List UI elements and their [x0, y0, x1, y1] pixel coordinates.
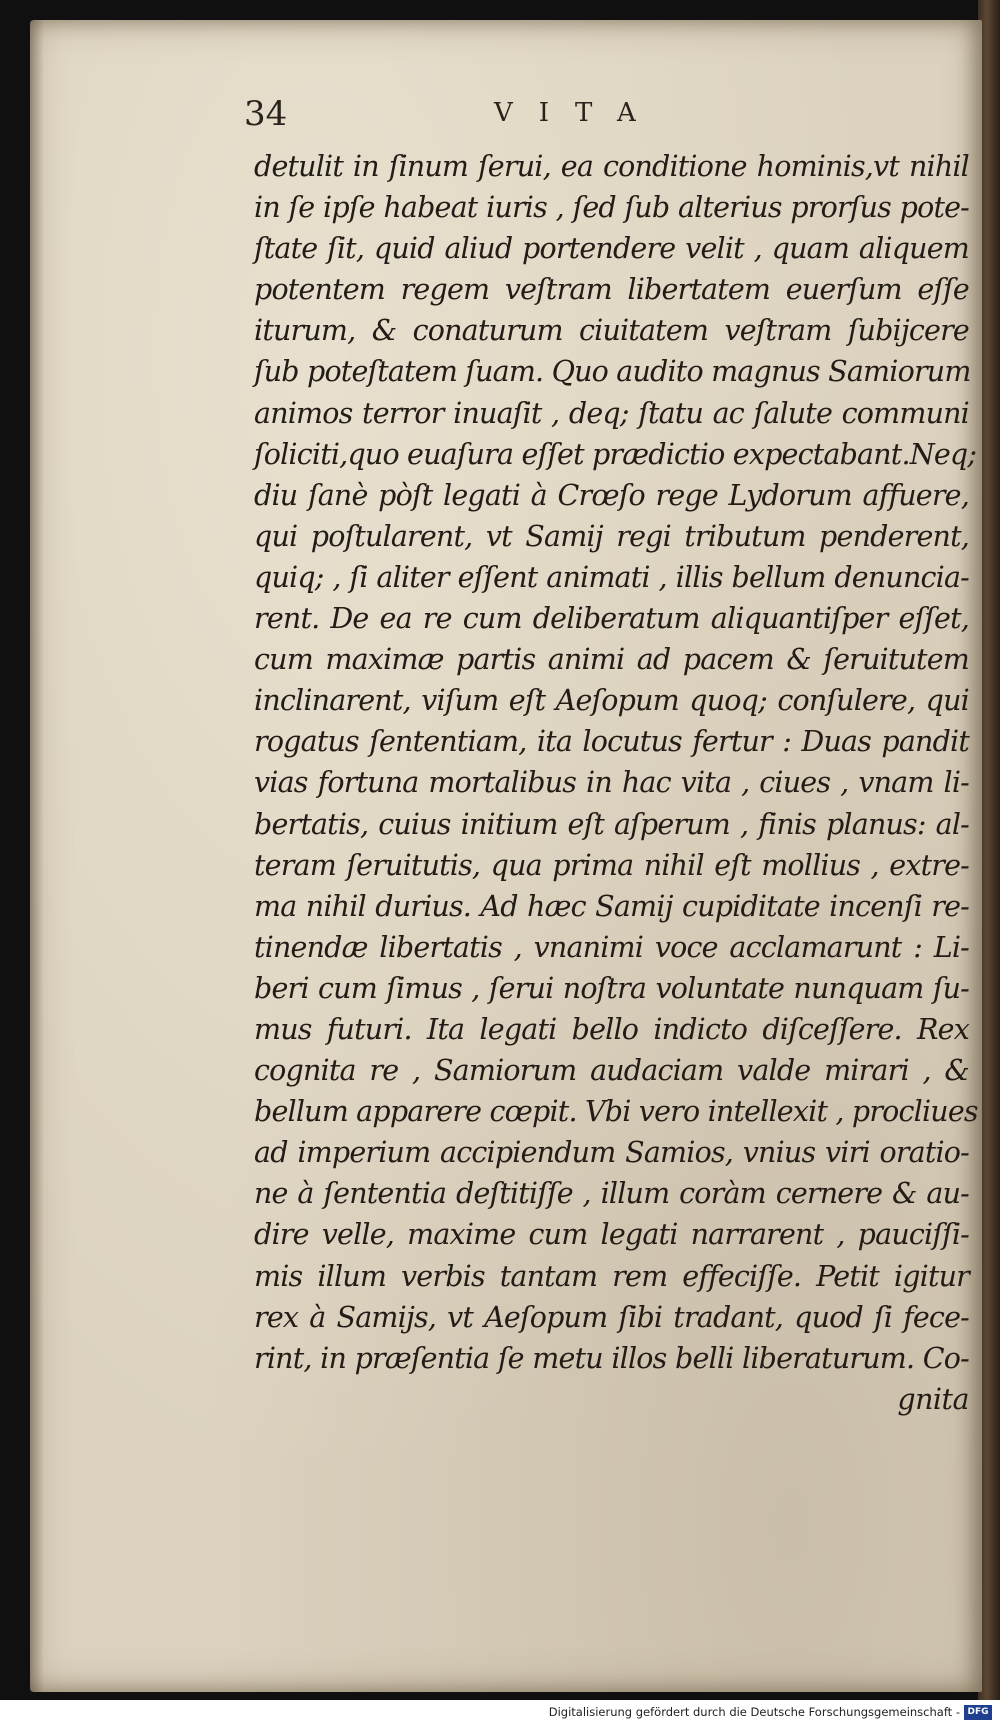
- text-line: ſoliciti,quo euaſura eſſet prædictio expectabant.Neq;: [254, 437, 977, 471]
- page-number: 34: [244, 94, 288, 134]
- text-line: qui poſtularent, vt Samij regi tributum penderent,: [254, 519, 969, 553]
- text-line: tinendæ libertatis , vnanimi voce acclamarunt : Li-: [254, 930, 969, 964]
- text-line: mus futuri. Ita legati bello indicto diſceſſere. Rex: [254, 1012, 969, 1046]
- body-text: [254, 146, 978, 1420]
- catchword: gnita: [897, 1382, 969, 1416]
- text-line: rogatus ſententiam, ita locutus fertur : Duas pandit: [254, 725, 969, 759]
- text-line: beri cum ſimus , ſerui noſtra voluntate nunquam ſu-: [254, 971, 969, 1005]
- text-line: ma nihil durius. Ad hæc Samij cupiditate incenſi re-: [254, 889, 969, 923]
- text-line: bertatis, cuius initium eſt aſperum , finis planus: al-: [254, 807, 969, 841]
- text-line: cum maximæ partis animi ad pacem & ſeruitutem: [254, 643, 969, 677]
- text-line: bellum apparere cœpit. Vbi vero intellexit , procliues: [254, 1095, 978, 1129]
- running-title: VITA: [494, 98, 662, 128]
- text-line: teram ſeruitutis, qua prima nihil eſt mollius , extre-: [254, 848, 969, 882]
- text-line: mis illum verbis tantam rem effeciſſe. Petit igitur: [254, 1259, 969, 1293]
- text-line: in ſe ipſe habeat iuris , ſed ſub alterius prorſus pote-: [254, 191, 969, 225]
- text-line: rex à Samijs, vt Aeſopum ſibi tradant, quod ſi fece-: [254, 1300, 969, 1334]
- page-header: [244, 94, 964, 138]
- funding-credit: Digitalisierung gefördert durch die Deutsche Forschungsgemeinschaft -: [548, 1705, 960, 1719]
- text-line: rent. De ea re cum deliberatum aliquantiſper eſſet,: [254, 602, 969, 636]
- text-line: potentem regem veſtram libertatem euerſum eſſe: [254, 273, 969, 307]
- digitization-footer: [0, 1700, 1000, 1726]
- dfg-logo-icon: DFG: [964, 1705, 992, 1720]
- text-line: dire velle, maxime cum legati narrarent , pauciſſi-: [254, 1218, 969, 1252]
- text-line: ne à ſententia deſtitiſſe , illum coràm cernere & au-: [254, 1177, 969, 1211]
- text-line: diu ſanè pòſt legati à Crœſo rege Lydorum affuere,: [254, 478, 969, 512]
- text-line: animos terror inuaſit , deq; ſtatu ac ſalute communi: [254, 396, 969, 430]
- text-line: vias fortuna mortalibus in hac vita , ciues , vnam li-: [254, 766, 969, 800]
- text-line: ſub poteſtatem ſuam. Quo audito magnus Samiorum: [254, 355, 971, 389]
- text-line: ſtate ſit, quid aliud portendere velit , quam aliquem: [254, 232, 969, 266]
- text-line: rint, in præſentia ſe metu illos belli liberaturum. Co-: [254, 1341, 969, 1375]
- text-line: cognita re , Samiorum audaciam valde mirari , &: [254, 1054, 969, 1088]
- text-line: detulit in ſinum ſerui, ea conditione hominis,vt nihil: [254, 150, 969, 183]
- text-line: quiq; , ſi aliter eſſent animati , illis bellum denuncia-: [254, 560, 969, 594]
- text-line: ad imperium accipiendum Samios, vnius viri oratio-: [254, 1136, 969, 1170]
- text-line: iturum, & conaturum ciuitatem veſtram ſubijcere: [254, 314, 969, 348]
- page-gutter-shadow: [30, 20, 44, 1692]
- text-line: inclinarent, viſum eſt Aeſopum quoq; conſulere, qui: [254, 684, 969, 718]
